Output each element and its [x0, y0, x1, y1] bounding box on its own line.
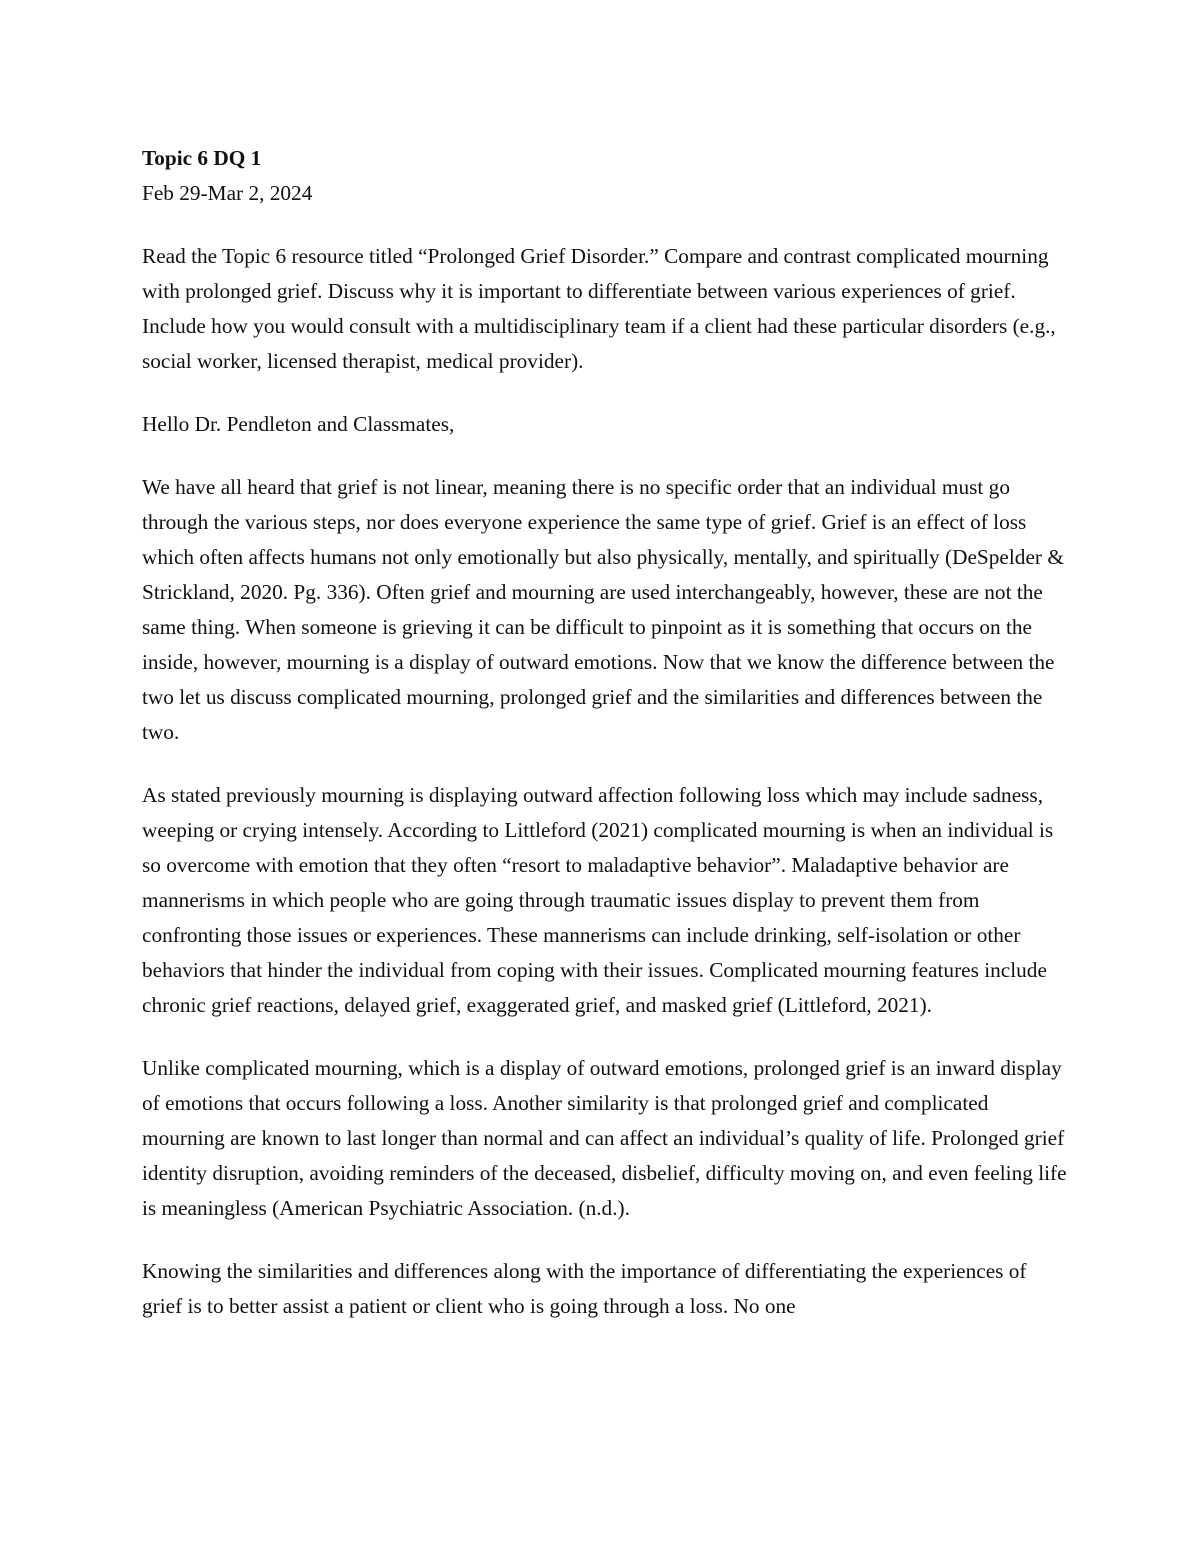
- document-date: Feb 29-Mar 2, 2024: [142, 181, 313, 205]
- greeting: Hello Dr. Pendleton and Classmates,: [142, 412, 455, 436]
- document-page: [142, 141, 1067, 1324]
- body-paragraph: As stated previously mourning is displaying outward affection following loss which may include sadness, weeping or crying intensely. According to Littleford (2021) complicated mourning is when an individual is so overcome with emotion that they often “resort to maladaptive behavior”. Maladaptive behavior are mannerisms in which people who are going through traumatic issues display to prevent them from confronting those issues or experiences. These mannerisms can include drinking, self-isolation or other behaviors that hinder the individual from coping with their issues. Complicated mourning features include chronic grief reactions, delayed grief, exaggerated grief, and masked grief (Littleford, 2021).: [142, 783, 1054, 1017]
- body-paragraph: Unlike complicated mourning, which is a display of outward emotions, prolonged grief is an inward display of emotions that occurs following a loss. Another similarity is that prolonged grief and complicated mourning are known to last longer than normal and can affect an individual’s quality of life. Prolonged grief identity disruption, avoiding reminders of the deceased, disbelief, difficulty moving on, and even feeling life is meaningless (American Psychiatric Association. (n.d.).: [142, 1056, 1067, 1220]
- body-paragraph: Knowing the similarities and differences along with the importance of differentiating the experiences of grief is to better assist a patient or client who is going through a loss. No one: [142, 1259, 1027, 1318]
- document-title: Topic 6 DQ 1: [142, 146, 262, 170]
- discussion-prompt: Read the Topic 6 resource titled “Prolonged Grief Disorder.” Compare and contrast complicated mourning with prolonged grief. Discuss why it is important to differentiate between various experiences of grief. Include how you would consult with a multidisciplinary team if a client had these particular disorders (e.g., social worker, licensed therapist, medical provider).: [142, 244, 1056, 373]
- body-paragraph: We have all heard that grief is not linear, meaning there is no specific order that an individual must go through the various steps, nor does everyone experience the same type of grief. Grief is an effect of loss which often affects humans not only emotionally but also physically, mentally, and spiritually (DeSpelder & Strickland, 2020. Pg. 336). Often grief and mourning are used interchangeably, however, these are not the same thing. When someone is grieving it can be difficult to pinpoint as it is something that occurs on the inside, however, mourning is a display of outward emotions. Now that we know the difference between the two let us discuss complicated mourning, prolonged grief and the similarities and differences between the two.: [142, 475, 1064, 744]
